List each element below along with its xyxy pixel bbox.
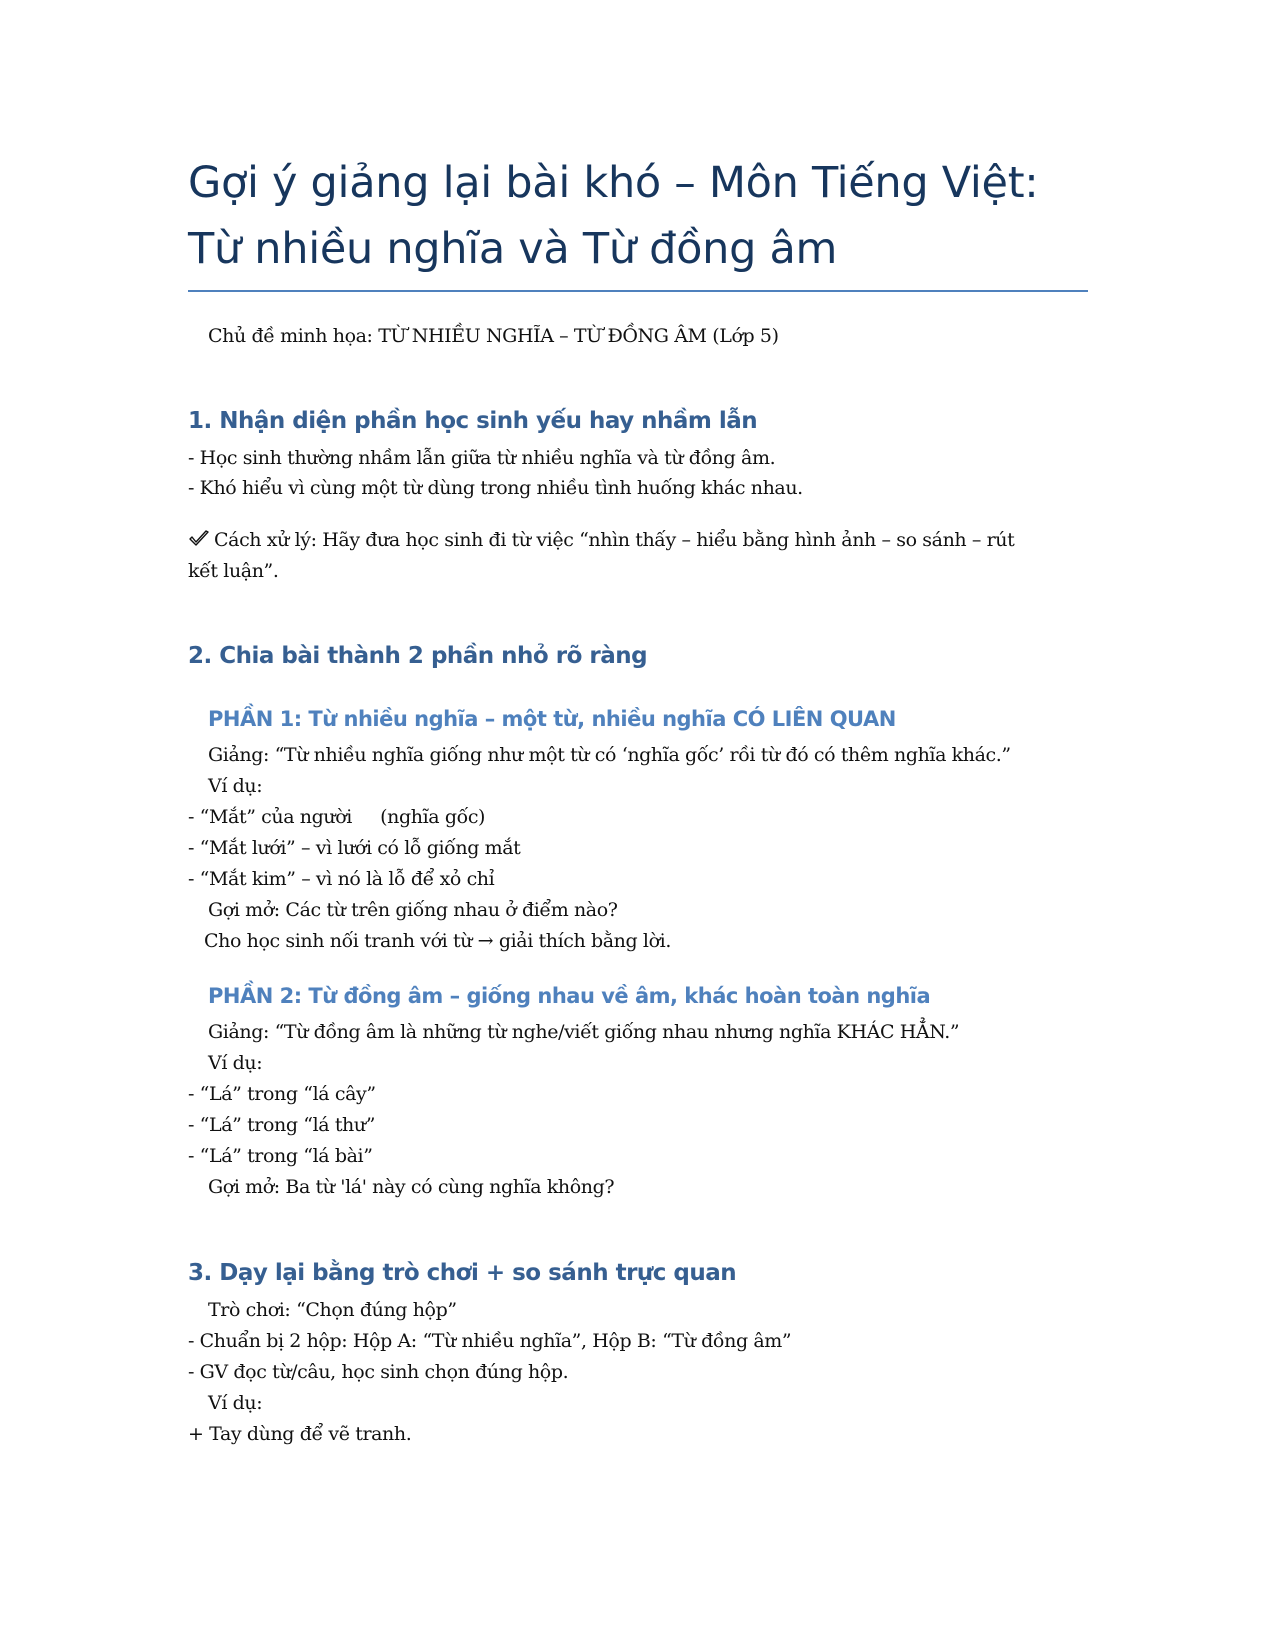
topic-line: Chủ đề minh họa: TỪ NHIỀU NGHĨA – TỪ ĐỒNG ÂM (Lớp 5) [208,325,779,347]
section-1-tip-cont: kết luận”. [188,560,279,582]
part-2-heading: PHẦN 2: Từ đồng âm – giống nhau về âm, khác hoàn toàn nghĩa [208,984,931,1008]
part-1-prompt: Gợi mở: Các từ trên giống nhau ở điểm nào? [208,899,618,921]
title-line-1: Gợi ý giảng lại bài khó – Môn Tiếng Việt: [188,158,1039,208]
section-3-heading: 3. Dạy lại bằng trò chơi + so sánh trực quan [188,1260,737,1286]
document-title [188,150,1108,282]
title-line-2: Từ nhiều nghĩa và Từ đồng âm [188,224,838,274]
section-2-heading: 2. Chia bài thành 2 phần nhỏ rõ ràng [188,643,648,669]
game-title: Trò chơi: “Chọn đúng hộp” [208,1299,457,1321]
part-2-example: - “Lá” trong “lá bài” [188,1145,373,1167]
section-1-bullet: - Học sinh thường nhầm lẫn giữa từ nhiều nghĩa và từ đồng âm. [188,447,776,469]
tip-text: Cách xử lý: Hãy đưa học sinh đi từ việc “nhìn thấy – hiểu bằng hình ảnh – so sánh – rút [214,529,1015,551]
part-2-example: - “Lá” trong “lá cây” [188,1083,376,1105]
part-1-activity: Cho học sinh nối tranh với từ → giải thích bằng lời. [204,930,671,952]
section-3-example-label: Ví dụ: [208,1392,263,1414]
part-2-example-label: Ví dụ: [208,1052,263,1074]
section-1-heading: 1. Nhận diện phần học sinh yếu hay nhầm lẫn [188,408,758,434]
part-1-example: - “Mắt” của người (nghĩa gốc) [188,806,486,828]
section-1-bullet: - Khó hiểu vì cùng một từ dùng trong nhiều tình huống khác nhau. [188,477,803,499]
section-1-tip [188,529,1014,551]
part-1-example: - “Mắt lưới” – vì lưới có lỗ giống mắt [188,837,521,859]
part-1-example: - “Mắt kim” – vì nó là lỗ để xỏ chỉ [188,868,495,890]
part-1-explain: Giảng: “Từ nhiều nghĩa giống như một từ có ‘nghĩa gốc’ rồi từ đó có thêm nghĩa khác.” [208,744,1011,766]
game-step: - GV đọc từ/câu, học sinh chọn đúng hộp. [188,1361,569,1383]
section-3-example: + Tay dùng để vẽ tranh. [188,1423,412,1445]
part-2-explain: Giảng: “Từ đồng âm là những từ nghe/viết giống nhau nhưng nghĩa KHÁC HẲN.” [208,1021,960,1043]
game-step: - Chuẩn bị 2 hộp: Hộp A: “Từ nhiều nghĩa”, Hộp B: “Từ đồng âm” [188,1330,792,1352]
part-2-prompt: Gợi mở: Ba từ 'lá' này có cùng nghĩa không? [208,1176,615,1198]
part-1-example-label: Ví dụ: [208,775,263,797]
part-1-heading: PHẦN 1: Từ nhiều nghĩa – một từ, nhiều nghĩa CÓ LIÊN QUAN [208,707,896,731]
title-underline-rule [188,290,1088,292]
check-outline-icon [188,530,210,548]
part-2-example: - “Lá” trong “lá thư” [188,1114,376,1136]
